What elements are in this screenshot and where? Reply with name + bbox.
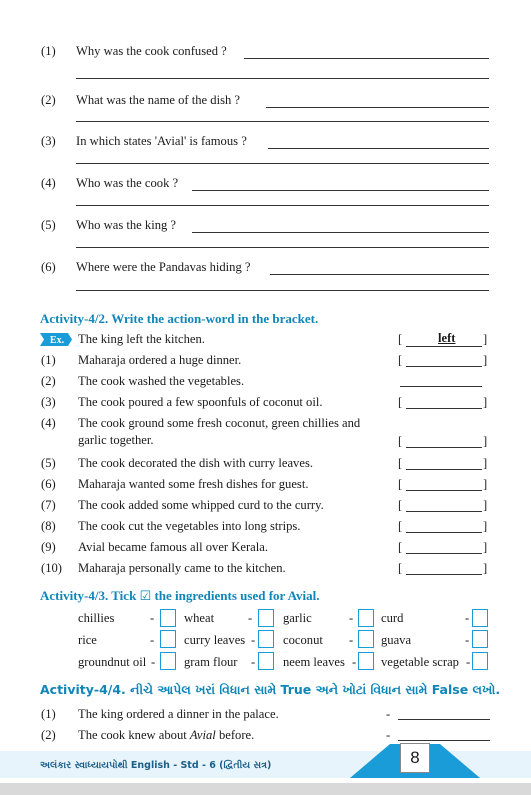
item-text: Maharaja wanted some fresh dishes for guest. [78, 477, 309, 491]
bracket-close: ] [483, 332, 488, 346]
dash: - [352, 655, 357, 669]
item-number: (4) [41, 416, 56, 430]
question-number: (6) [41, 260, 56, 274]
answer-blank[interactable] [398, 719, 490, 720]
tick-box[interactable] [472, 652, 488, 670]
dash: - [151, 655, 156, 669]
answer-line[interactable] [76, 121, 489, 122]
answer-line[interactable] [76, 78, 489, 79]
bracket-close: ] [483, 519, 488, 533]
item-text-part: before. [215, 728, 255, 742]
question-number: (2) [41, 93, 56, 107]
answer-line[interactable] [268, 148, 489, 149]
dash: - [465, 633, 470, 647]
question-number: (5) [41, 218, 56, 232]
ingredient-label: rice [78, 633, 97, 647]
bracket-close: ] [483, 561, 488, 575]
item-number: (7) [41, 498, 56, 512]
tick-box[interactable] [358, 609, 374, 627]
answer-blank[interactable] [406, 447, 482, 448]
activity-3-title-part2: the ingredients used for Avial. [154, 588, 320, 603]
answer-blank[interactable] [406, 511, 482, 512]
answer-blank[interactable] [406, 553, 482, 554]
answer-blank[interactable] [398, 740, 490, 741]
example-badge [40, 333, 70, 345]
bracket-close: ] [483, 498, 488, 512]
bracket-close: ] [483, 456, 488, 470]
question-number: (4) [41, 176, 56, 190]
answer-blank[interactable] [406, 366, 482, 367]
item-text-emphasis: Avial [189, 728, 216, 742]
answer-line[interactable] [76, 290, 489, 291]
ingredient-label: coconut [283, 633, 323, 647]
bracket-open: [ [398, 395, 403, 409]
item-number: (9) [41, 540, 56, 554]
question-number: (3) [41, 134, 56, 148]
answer-blank[interactable] [406, 490, 482, 491]
example-answer: left [438, 331, 456, 345]
item-number: (1) [41, 353, 56, 367]
item-text: The cook added some whipped curd to the curry. [78, 498, 324, 512]
footer-book-title: અલંકાર સ્વાધ્યાયપોથી English - Std - 6 (દ્વિતીય સત્ર) [40, 760, 272, 771]
bracket-close: ] [483, 395, 488, 409]
activity-4-title: Activity-4/4. નીચે આપેલ ખરાં વિધાન સામે True અને ખોટાં વિધાન સામે False લખો. [40, 682, 501, 697]
bracket-open: [ [398, 477, 403, 491]
item-text: The cook washed the vegetables. [78, 374, 245, 388]
question-text: What was the name of the dish ? [76, 93, 241, 107]
tick-box[interactable] [258, 609, 274, 627]
dash: - [251, 655, 256, 669]
answer-blank[interactable] [406, 469, 482, 470]
dash: - [251, 633, 256, 647]
dash: - [386, 728, 391, 742]
example-text: The king left the kitchen. [78, 332, 205, 346]
answer-line[interactable] [76, 205, 489, 206]
answer-line[interactable] [266, 107, 489, 108]
tick-box[interactable] [472, 630, 488, 648]
bracket-open: [ [398, 456, 403, 470]
dash: - [349, 611, 354, 625]
item-text: Maharaja personally came to the kitchen. [78, 561, 286, 575]
dash: - [386, 707, 391, 721]
tick-box[interactable] [258, 630, 274, 648]
ingredient-label: neem leaves [283, 655, 345, 669]
ingredient-label: garlic [283, 611, 312, 625]
bracket-open: [ [398, 498, 403, 512]
item-text: The king ordered a dinner in the palace. [78, 707, 279, 721]
item-text: Maharaja ordered a huge dinner. [78, 353, 242, 367]
tick-box[interactable] [258, 652, 274, 670]
answer-blank[interactable] [406, 408, 482, 409]
ingredient-label: wheat [184, 611, 215, 625]
ingredient-label: curry leaves [184, 633, 246, 647]
activity-3-title-part1: Activity-4/3. Tick [40, 588, 137, 603]
question-number: (1) [41, 44, 56, 58]
bracket-close: ] [483, 353, 488, 367]
bracket-open: [ [398, 561, 403, 575]
bracket-open: [ [398, 332, 403, 346]
item-text: Avial became famous all over Kerala. [78, 540, 268, 554]
tick-box[interactable] [160, 630, 176, 648]
ingredient-label: guava [381, 633, 412, 647]
bottom-band [0, 783, 531, 795]
tick-box[interactable] [472, 609, 488, 627]
ingredient-label: curd [381, 611, 404, 625]
answer-blank [406, 346, 482, 347]
answer-line[interactable] [244, 58, 489, 59]
answer-line[interactable] [76, 247, 489, 248]
ingredient-label: gram flour [184, 655, 238, 669]
answer-blank[interactable] [400, 386, 482, 387]
dash: - [465, 611, 470, 625]
item-number: (6) [41, 477, 56, 491]
answer-blank[interactable] [406, 532, 482, 533]
dash: - [248, 611, 253, 625]
item-text: The cook ground some fresh coconut, green chillies and [78, 416, 361, 430]
bracket-open: [ [398, 519, 403, 533]
question-text: Who was the cook ? [76, 176, 179, 190]
bracket-open: [ [398, 434, 403, 448]
tick-box[interactable] [160, 652, 176, 670]
item-text [78, 728, 254, 743]
item-number: (2) [41, 728, 56, 742]
dash: - [150, 633, 155, 647]
page-number: 8 [400, 743, 430, 773]
dash: - [466, 655, 471, 669]
item-number: (3) [41, 395, 56, 409]
dash: - [150, 611, 155, 625]
item-number: (5) [41, 456, 56, 470]
bracket-open: [ [398, 353, 403, 367]
ingredient-label: groundnut oil [78, 655, 147, 669]
answer-line[interactable] [76, 163, 489, 164]
tick-box[interactable] [358, 652, 374, 670]
bracket-close: ] [483, 477, 488, 491]
activity-3-title [40, 588, 320, 604]
item-text: The cook poured a few spoonfuls of coconut oil. [78, 395, 323, 409]
item-text-part: The cook knew about [78, 728, 190, 742]
question-text: Why was the cook confused ? [76, 44, 227, 58]
tick-box[interactable] [358, 630, 374, 648]
answer-line[interactable] [192, 190, 489, 191]
item-text: The cook cut the vegetables into long strips. [78, 519, 301, 533]
item-text-continued: garlic together. [78, 433, 154, 447]
question-text: Who was the king ? [76, 218, 177, 232]
item-text: The cook decorated the dish with curry leaves. [78, 456, 313, 470]
item-number: (2) [41, 374, 56, 388]
ingredient-label: vegetable scrap [381, 655, 459, 669]
check-icon: ☑ [139, 589, 152, 604]
item-number: (10) [41, 561, 62, 575]
tick-box[interactable] [160, 609, 176, 627]
item-number: (8) [41, 519, 56, 533]
example-badge-label: Ex. [49, 335, 65, 346]
answer-blank[interactable] [406, 574, 482, 575]
question-text: In which states 'Avial' is famous ? [76, 134, 247, 148]
bracket-open: [ [398, 540, 403, 554]
dash: - [349, 633, 354, 647]
ingredient-label: chillies [78, 611, 115, 625]
activity-2-title: Activity-4/2. Write the action-word in the bracket. [40, 311, 319, 326]
bracket-close: ] [483, 434, 488, 448]
answer-line[interactable] [192, 232, 489, 233]
bracket-close: ] [483, 540, 488, 554]
question-text: Where were the Pandavas hiding ? [76, 260, 251, 274]
answer-line[interactable] [270, 274, 489, 275]
item-number: (1) [41, 707, 56, 721]
